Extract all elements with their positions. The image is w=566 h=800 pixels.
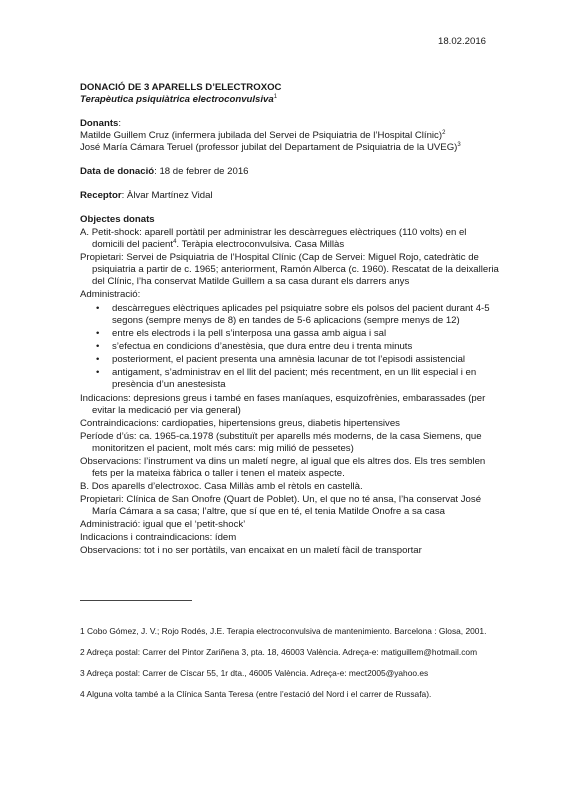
objectes-heading: Objectes donats	[80, 214, 155, 225]
indicacions-b: Indicacions i contraindicacions: ídem	[80, 532, 237, 543]
propietari-a: Propietari: Servei de Psiquiatria de l’Hospital Clínic (Cap de Servei: Miguel Rojo, catedràtic de psiquiatria a partir de c. 1965; anteriorment, Ramón Alberca (c. 1960). Rescatat de la deixalleria del Clínic, l’ha conservat Matilde Guillem a sa casa durant els darrers anys	[80, 252, 499, 287]
periode-us: Període d’ús: ca. 1965-ca.1978 (substituït per aparells més moderns, de la casa Siemens, que monitoritzen el pacient, molt més cars: mig milió de pessetes)	[80, 431, 482, 454]
propietari-b: Propietari: Clínica de San Onofre (Quart de Poblet). Un, el que no té ansa, l’ha conservat José María Cámara a sa casa; l’altre, que sí que en té, el tenia Matilde Onofre a sa casa	[80, 494, 482, 517]
list-item: • s’efectua en condicions d’anestèsia, que dura entre deu i trenta minuts	[112, 341, 500, 353]
administracio-list	[80, 303, 500, 391]
donants-colon: :	[118, 118, 122, 129]
donant-2-text: José María Cámara Teruel (professor jubilat del Departament de Psiquiatria de la UVEG)	[80, 142, 458, 153]
document-title: DONACIÓ DE 3 APARELLS D’ELECTROXOC	[80, 82, 282, 93]
footnotes	[80, 626, 490, 710]
observacions-b: Observacions: tot i no ser portàtils, van encaixat en un maletí fàcil de transportar	[80, 545, 422, 556]
receptor-value: : Àlvar Martínez Vidal	[121, 190, 213, 201]
data-donacio-label: Data de donació	[80, 166, 155, 177]
administracio-b: Administració: igual que el ‘petit-shock’	[80, 519, 246, 530]
observacions-a: Observacions: l’instrument va dins un maletí negre, al igual que els altres dos. Els tres semblen fets per la mateixa fàbrica o taller i tenen el mateix aspecte.	[80, 456, 486, 479]
list-item: • posteriorment, el pacient presenta una amnèsia lacunar de tot l’episodi assistencial	[112, 354, 500, 366]
contraindicacions-a: Contraindicacions: cardiopaties, hipertensions greus, diabetis hipertensives	[80, 418, 400, 429]
list-item: • antigament, s’administrav en el llit del pacient; més recentment, en un llit especial i en presència d’un anestesista	[112, 367, 500, 391]
subtitle-text: Terapèutica psiquiàtrica electroconvulsiva	[80, 94, 274, 105]
footnote-ref-1: 1	[273, 93, 278, 100]
donant-1-text: Matilde Guillem Cruz (infermera jubilada del Servei de Psiquiatria de l’Hospital Clínic)	[80, 130, 443, 141]
footnote-3: 3 Adreça postal: Carrer de Císcar 55, 1r dta., 46005 València. Adreça-e: mect2005@yahoo.es	[80, 668, 429, 678]
footnote-1: 1 Cobo Gómez, J. V.; Rojo Rodés, J.E. Terapia electroconvulsiva de mantenimiento. Barcelona : Glosa, 2001.	[80, 626, 487, 636]
document-subtitle	[80, 94, 500, 106]
administracio-a: Administració:	[80, 289, 141, 300]
objecte-a-text-end: . Teràpia electroconvulsiva. Casa Millàs	[176, 239, 345, 250]
footnote-4: 4 Alguna volta també a la Clínica Santa Teresa (entre l’estació del Nord i el carrer de Russafa).	[80, 689, 432, 699]
footnote-divider	[80, 600, 192, 601]
donant-2	[80, 142, 500, 154]
donants-label: Donants	[80, 118, 119, 129]
list-item: • entre els electrods i la pell s’interposa una gassa amb aigua i sal	[112, 328, 500, 340]
indicacions-a: Indicacions: depresions greus i també en fases maníaques, esquizofrènies, embarassades (per evitar la medicació per via general)	[80, 393, 486, 416]
footnote-2: 2 Adreça postal: Carrer del Pintor Zariñena 3, pta. 18, 46003 València. Adreça-e: matiguillem@hotmail.com	[80, 647, 478, 657]
document-date: 18.02.2016	[437, 36, 486, 47]
footnote-ref-4: 4	[173, 238, 177, 245]
receptor	[80, 190, 500, 202]
data-donacio-value: : 18 de febrer de 2016	[154, 166, 249, 177]
objecte-b-line: B. Dos aparells d’electroxoc. Casa Millàs amb el rètols en castellà.	[80, 481, 363, 492]
footnote-ref-2: 2	[442, 129, 446, 136]
donants-heading	[80, 118, 500, 130]
objecte-a-line	[80, 227, 500, 251]
data-donacio	[80, 166, 500, 178]
objectes-section	[80, 214, 500, 557]
receptor-label: Receptor	[80, 190, 122, 201]
donant-1	[80, 130, 500, 142]
document-body	[80, 82, 500, 557]
footnote-ref-3: 3	[457, 141, 461, 148]
objecte-a-text: A. Petit-shock: aparell portàtil per administrar les descàrregues elèctriques (110 volts) en el domicili del pacient	[80, 227, 467, 250]
list-item: • descàrregues elèctriques aplicades pel psiquiatre sobre els polsos del pacient durant 4-5 segons (sempre menys de 8) en tandes de 5-6 aplicacions (sempre menys de 12)	[112, 303, 500, 327]
donants-section	[80, 118, 500, 154]
